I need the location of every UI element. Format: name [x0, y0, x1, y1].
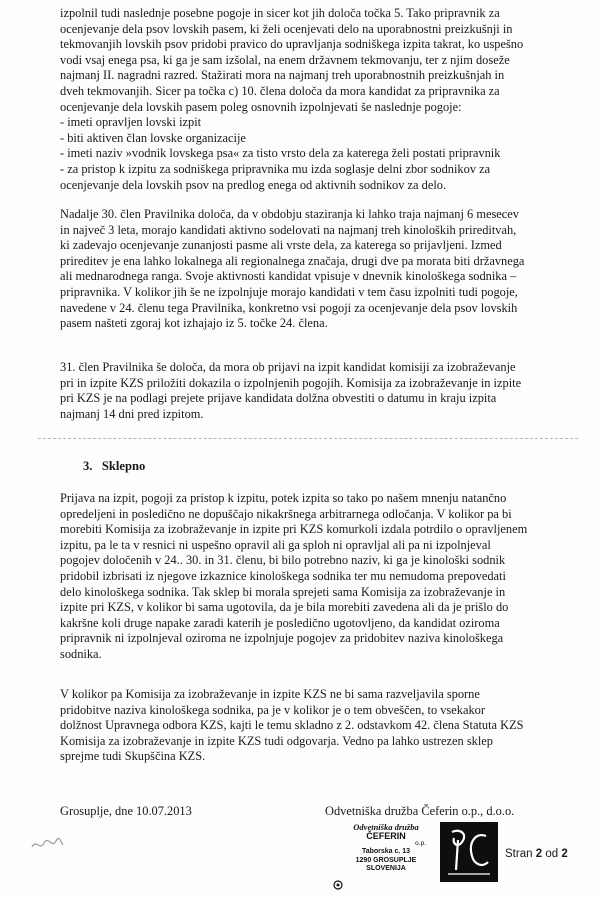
- page-current: 2: [535, 848, 543, 860]
- text-line: sprejme tudi Skupščina KZS.: [60, 749, 206, 764]
- text-line: najmanj II. nagradni razred. Stažirati mora na najmanj treh uporabnostnih preizkušnjah in: [60, 68, 505, 83]
- text-line: pri in izpite KZS priložiti dokazila o izpolnjenih pogojih. Komisija za izobraževanje in izpite: [60, 375, 522, 390]
- text-line: dolžnost Upravnega odbora KZS, kajti le temu skladno z 2. odstavkom 42. člena Statuta KZS: [60, 718, 524, 733]
- text-line: in največ 3 leta, morajo kandidati aktivno sodelovati na najmanj treh kinoloških prireditvah,: [60, 222, 517, 237]
- page-total: 2: [561, 848, 568, 860]
- text-line: morebiti Komisija za izobraževanje in izpite pri KZS komurkoli izdala potrdilo o opravljenem: [60, 522, 528, 537]
- article-31-paragraph: [60, 360, 580, 422]
- text-line: prireditev je ena lahko lokalnega ali regionalnega značaja, drugi dve pa morata biti državnega: [60, 253, 525, 268]
- intro-paragraph: [60, 6, 580, 193]
- text-line: sodnika.: [60, 646, 102, 661]
- stamp-line: ČEFERIN: [366, 831, 406, 841]
- conclusion-paragraph: [60, 491, 580, 663]
- text-line: ocenjevanje dela lovskih pasem poleg osnovnih izpolnjevati še naslednje pogoje:: [60, 99, 462, 114]
- text-line: pasem našteti zgoraj kot izhajajo iz 5. točke 24. člena.: [60, 316, 328, 331]
- text-line: izpitu, pa le ta v resnici ni uspešno opravil ali ga sploh ni opravljal ali pa ni izpolnjeval: [60, 537, 491, 552]
- stamp-line: o.p.: [415, 840, 426, 847]
- text-line: pripravnik ni izpolnjeval oziroma ne izpolnjuje pogojev za pridobitev naziva kinološkega: [60, 631, 504, 646]
- section-divider: [38, 438, 578, 440]
- text-line: ali mednarodnega ranga. Svoje aktivnosti kandidat vpisuje v dnevnik kinološkega sodnika –: [60, 269, 517, 284]
- text-line: Prijava na izpit, pogoji za pristop k izpitu, potek izpita so tako po našem mnenju natančno: [60, 491, 507, 505]
- page-number: [505, 848, 568, 860]
- text-line: pogojev določenih v 24.. 30. in 31. členu, bi bilo potrebno naziv, ki ga je kinološki sodnik: [60, 553, 506, 568]
- text-line: izpolnil tudi naslednje posebne pogoje in sicer kot jih določa točka 5. Tako pripravnik za: [60, 6, 500, 20]
- text-line: pripravnika. V kolikor jih še ne izpolnjuje morajo kandidati v tem času izpolniti tudi pogoje,: [60, 284, 518, 299]
- condition-item: - imeti opravljen lovski izpit: [60, 115, 202, 130]
- text-line: pri KZS je na podlagi prejete prijave kandidata dolžna obvestiti o datumu in kraju izpita: [60, 391, 497, 406]
- firm-name: Odvetniška družba Čeferin o.p., d.o.o.: [325, 804, 515, 818]
- text-line: kakršne koli druge napake zaradi katerih je posledično ugotovljeno, da kandidat oziroma: [60, 615, 500, 630]
- company-stamp: [330, 823, 442, 897]
- stamp-address: 1290 GROSUPLJE: [355, 856, 417, 864]
- condition-item: - imeti naziv »vodnik lovskega psa« za tisto vrsto dela za katerega želi postati pripravnik: [60, 146, 501, 161]
- page-separator: od: [545, 848, 559, 860]
- text-line: ki zadevajo ocenjevanje zunanjosti pasme ali vrste dela, za katerega so prijavljeni. Izmed: [60, 238, 502, 253]
- text-line: delo kinološkega sodnika. Tak sklep bi morala sprejeti sama Komisija za izobraževanje in: [60, 584, 506, 599]
- scribble-mark: [30, 835, 64, 853]
- text-line: Nadalje 30. člen Pravilnika določa, da v obdobju staziranja ki lahko traja najmanj 6 mesecev: [60, 207, 519, 221]
- condition-item: - za pristop k izpitu za sodniškega pripravnika mu izda soglasje delni zbor sodnikov za: [60, 161, 491, 176]
- text-line: navedene v 24. členu tega Pravilnika, konkretno vsi pogoji za ocenjevanje dela psov lovskih: [60, 300, 518, 315]
- firm-logo: [440, 822, 498, 882]
- stamp-address: SLOVENIJA: [366, 865, 406, 872]
- section-heading: 3. Sklepno: [83, 459, 146, 473]
- text-line: Komisija za izobraževanje in izpite KZS tudi odgovarja. Vedno pa lahko ustrezen sklep: [60, 733, 493, 748]
- text-line: 31. člen Pravilnika še določa, da mora ob prijavi na izpit kandidat komisiji za izobraževanje: [60, 360, 516, 374]
- registered-mark-icon: [333, 880, 343, 890]
- page-label: Stran: [505, 848, 533, 860]
- logo-glyph-icon: [440, 822, 498, 882]
- text-line: ocenjevanje dela psov lovskih pasem, ki želi ocenjevati delo na uporabnostni preizkušnji in: [60, 21, 513, 36]
- text-line: pridobil izbrisati iz njegove izkaznice kinološkega sodnika ter mu nemudoma prepovedati: [60, 568, 506, 583]
- text-line: V kolikor pa Komisija za izobraževanje in izpite KZS ne bi sama razveljavila sporne: [60, 687, 480, 701]
- condition-item: - biti aktiven član lovske organizacije: [60, 130, 246, 145]
- text-line: vodi vsaj enega psa, ki ga je sam izšolal, na enem državnem tekmovanju, ter z njim doseže: [60, 52, 510, 67]
- article-30-paragraph: [60, 207, 580, 332]
- place-date: Grosuplje, dne 10.07.2013: [60, 804, 192, 818]
- text-line: najmanj 14 dni pred izpitom.: [60, 406, 204, 421]
- text-line: opredeljeni in posledično ne dopuščajo nikakršnega arbitrarnega odločanja. V kolikor pa bi: [60, 506, 512, 521]
- text-line: pridobitve naziva kinološkega sodnika, pa je v kolikor je o tem obveščen, to vsekakor: [60, 702, 485, 717]
- text-line: izpite pri KZS, v kolikor bi sama ugotovila, da je bila morebiti zavedena ali da je prišlo do: [60, 600, 509, 615]
- final-paragraph: [60, 687, 580, 765]
- condition-item-continued: ocenjevanje dela lovskih psov na predlog enega od aktivnih sodnikov za delo.: [60, 177, 447, 192]
- text-line: dveh tekmovanjih. Sicer pa točka c) 10. člena določa da mora kandidat za pripravnika za: [60, 83, 500, 98]
- stamp-line: Odvetniška družba: [353, 822, 419, 832]
- stamp-address: Taborska c. 13: [361, 848, 411, 855]
- text-line: tekmovanjih lovskih psov pridobi pravico do upravljanja sodniškega izpita takrat, ko uspešno: [60, 37, 524, 52]
